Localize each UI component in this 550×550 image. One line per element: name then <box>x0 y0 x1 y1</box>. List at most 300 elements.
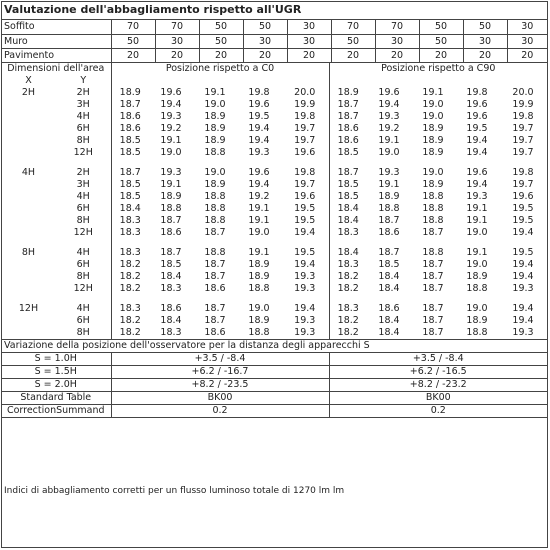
correction-summand-c90: 0.2 <box>329 405 547 418</box>
variation-title-row <box>1 340 547 353</box>
ugr-row <box>1 227 547 239</box>
ugr-value-c90: 19.1 <box>378 135 400 146</box>
reflectance-value: 70 <box>375 20 419 35</box>
ugr-value-c0: 19.3 <box>294 271 316 282</box>
ugr-value-c90: 18.5 <box>329 191 367 203</box>
reflectance-row <box>1 49 547 63</box>
y-dimension: 12H <box>73 283 93 294</box>
reflectance-value: 50 <box>199 34 243 49</box>
ugr-value-c90: 19.4 <box>512 227 534 238</box>
ugr-data-table <box>1 62 547 418</box>
x-dimension <box>1 179 56 191</box>
ugr-value-c0: 18.4 <box>160 271 182 282</box>
ugr-value-c90: 18.6 <box>329 135 367 147</box>
ugr-value-c90: 18.8 <box>378 203 400 214</box>
ugr-value-c90: 18.3 <box>329 227 367 239</box>
ugr-value-c0: 18.3 <box>160 283 182 294</box>
ugr-value-c90: 18.4 <box>329 247 367 259</box>
reflectance-value: 70 <box>111 20 155 35</box>
ugr-value-c0: 18.4 <box>111 203 149 215</box>
ugr-row <box>1 123 547 135</box>
ugr-row <box>1 303 547 315</box>
ugr-value-c0: 19.4 <box>294 303 316 314</box>
x-dimension: 12H <box>18 303 39 314</box>
ugr-row <box>1 327 547 340</box>
y-dimension: 4H <box>76 111 90 122</box>
ugr-value-c90: 19.8 <box>512 111 534 122</box>
variation-row <box>1 379 547 392</box>
ugr-value-c0: 19.1 <box>248 203 270 214</box>
ugr-row <box>1 167 547 179</box>
ugr-value-c0: 19.1 <box>160 179 182 190</box>
ugr-value-c0: 19.6 <box>248 167 270 178</box>
ugr-value-c90: 19.0 <box>378 147 400 158</box>
ugr-value-c0: 18.9 <box>111 87 149 99</box>
reflectance-value: 20 <box>463 49 507 63</box>
ugr-value-c0: 19.2 <box>160 123 182 134</box>
variation-c0: +3.5 / -8.4 <box>111 353 329 366</box>
ugr-value-c90: 18.7 <box>422 327 444 338</box>
reflectance-value: 30 <box>507 20 547 35</box>
ugr-value-c0: 18.7 <box>160 247 182 258</box>
y-dimension: 4H <box>76 191 90 202</box>
y-dimension: 8H <box>76 135 90 146</box>
reflectance-value: 20 <box>243 49 287 63</box>
ugr-value-c0: 19.0 <box>248 303 270 314</box>
ugr-value-c90: 18.5 <box>378 259 400 270</box>
reflectance-label: Muro <box>4 35 28 47</box>
ugr-row <box>1 283 547 295</box>
area-dimensions-header: Dimensioni dell'area <box>7 63 105 74</box>
reflectance-value: 30 <box>287 34 331 49</box>
reflectance-value: 30 <box>287 20 331 35</box>
reflectance-value: 50 <box>419 34 463 49</box>
ugr-value-c90: 19.1 <box>422 87 444 98</box>
x-dimension <box>1 99 56 111</box>
y-dimension: 8H <box>76 271 90 282</box>
ugr-value-c90: 18.9 <box>422 123 444 134</box>
ugr-value-c0: 19.5 <box>248 111 270 122</box>
x-dimension <box>1 123 56 135</box>
ugr-value-c0: 19.4 <box>248 179 270 190</box>
ugr-value-c0: 19.3 <box>294 283 316 294</box>
reflectance-row <box>1 34 547 49</box>
ugr-value-c0: 18.5 <box>111 147 149 159</box>
ugr-value-c90: 18.2 <box>329 271 367 283</box>
c90-header: Posizione rispetto a C90 <box>329 63 547 88</box>
ugr-value-c0: 18.6 <box>111 111 149 123</box>
ugr-value-c0: 19.8 <box>294 111 316 122</box>
ugr-value-c90: 19.6 <box>466 99 488 110</box>
reflectance-value: 20 <box>111 49 155 63</box>
ugr-value-c0: 18.5 <box>111 179 149 191</box>
ugr-value-c90: 19.3 <box>378 167 400 178</box>
ugr-value-c0: 18.7 <box>204 315 226 326</box>
ugr-value-c0: 18.2 <box>111 283 149 295</box>
reflectance-value: 30 <box>375 34 419 49</box>
ugr-value-c0: 18.7 <box>111 167 149 179</box>
variation-c90: +3.5 / -8.4 <box>329 353 547 366</box>
ugr-value-c0: 18.3 <box>111 247 149 259</box>
ugr-value-c90: 19.0 <box>422 111 444 122</box>
ugr-value-c90: 19.7 <box>512 123 534 134</box>
ugr-value-c90: 18.9 <box>329 87 367 99</box>
ugr-value-c90: 18.9 <box>378 191 400 202</box>
ugr-value-c0: 19.9 <box>294 99 316 110</box>
ugr-value-c0: 18.8 <box>204 147 226 158</box>
ugr-value-c90: 18.7 <box>422 259 444 270</box>
ugr-value-c0: 19.1 <box>204 87 226 98</box>
ugr-value-c90: 19.4 <box>512 315 534 326</box>
ugr-value-c0: 19.8 <box>248 87 270 98</box>
ugr-row <box>1 315 547 327</box>
ugr-row <box>1 179 547 191</box>
y-dimension: 6H <box>76 259 90 270</box>
ugr-value-c90: 18.4 <box>329 203 367 215</box>
ugr-value-c90: 18.9 <box>466 315 488 326</box>
ugr-value-c90: 18.7 <box>422 315 444 326</box>
footer-note: Indici di abbagliamento corretti per un flusso luminoso totale di 1270 lm lm <box>4 486 345 496</box>
ugr-value-c90: 18.9 <box>466 271 488 282</box>
ugr-value-c90: 18.4 <box>378 283 400 294</box>
ugr-value-c90: 18.7 <box>329 99 367 111</box>
x-dimension <box>1 227 56 239</box>
ugr-value-c0: 18.7 <box>204 303 226 314</box>
ugr-value-c0: 18.9 <box>248 259 270 270</box>
ugr-value-c0: 19.6 <box>294 191 316 202</box>
ugr-value-c0: 19.3 <box>248 147 270 158</box>
y-dimension: 12H <box>73 147 93 158</box>
y-dimension: 6H <box>76 203 90 214</box>
ugr-value-c90: 19.0 <box>466 227 488 238</box>
ugr-value-c0: 18.8 <box>248 283 270 294</box>
ugr-value-c0: 20.0 <box>294 87 316 98</box>
ugr-value-c0: 18.2 <box>111 259 149 271</box>
ugr-value-c0: 19.3 <box>294 327 316 338</box>
reflectance-value: 20 <box>287 49 331 63</box>
ugr-value-c90: 18.2 <box>329 283 367 295</box>
ugr-value-c90: 19.4 <box>512 259 534 270</box>
y-dimension: 6H <box>76 315 90 326</box>
x-dimension: 8H <box>21 247 36 258</box>
reflectance-value: 20 <box>199 49 243 63</box>
group-spacer <box>1 239 547 247</box>
reflectance-value: 50 <box>463 20 507 35</box>
x-dimension <box>1 111 56 123</box>
reflectance-table <box>1 19 547 63</box>
ugr-row <box>1 271 547 283</box>
ugr-value-c90: 19.8 <box>512 167 534 178</box>
ugr-value-c0: 19.6 <box>160 87 182 98</box>
ugr-value-c90: 18.7 <box>378 247 400 258</box>
y-dimension: 8H <box>76 327 90 338</box>
variation-label: S = 1.0H <box>34 353 77 364</box>
ugr-value-c0: 19.0 <box>204 99 226 110</box>
variation-title: Variazione della posizione dell'osservatore per la distanza degli apparecchi S <box>4 340 370 351</box>
ugr-value-c0: 19.1 <box>248 247 270 258</box>
ugr-value-c90: 18.5 <box>329 147 367 159</box>
ugr-value-c90: 19.3 <box>512 327 534 338</box>
variation-row <box>1 353 547 366</box>
correction-summand-row <box>1 405 547 418</box>
standard-table-row <box>1 392 547 405</box>
variation-c90: +8.2 / -23.2 <box>329 379 547 392</box>
ugr-value-c90: 18.6 <box>378 227 400 238</box>
variation-label: S = 2.0H <box>34 379 77 390</box>
ugr-value-c0: 19.3 <box>160 111 182 122</box>
ugr-row <box>1 135 547 147</box>
ugr-value-c0: 19.0 <box>248 227 270 238</box>
variation-row <box>1 366 547 379</box>
table-end <box>1 418 547 419</box>
ugr-value-c90: 18.3 <box>329 259 367 271</box>
ugr-value-c90: 19.3 <box>512 283 534 294</box>
ugr-value-c0: 19.1 <box>248 215 270 226</box>
ugr-value-c90: 18.6 <box>378 303 400 314</box>
ugr-value-c0: 18.3 <box>111 303 149 315</box>
x-dimension <box>1 259 56 271</box>
x-dimension <box>1 215 56 227</box>
ugr-value-c0: 18.9 <box>248 271 270 282</box>
ugr-value-c0: 19.7 <box>294 135 316 146</box>
ugr-value-c90: 18.7 <box>329 111 367 123</box>
variation-c0: +8.2 / -23.5 <box>111 379 329 392</box>
ugr-value-c0: 18.9 <box>204 135 226 146</box>
ugr-value-c0: 18.8 <box>160 203 182 214</box>
x-dimension <box>1 283 56 295</box>
ugr-value-c90: 19.0 <box>466 303 488 314</box>
y-dimension: 2H <box>76 87 90 98</box>
y-dimension: 4H <box>76 303 90 314</box>
ugr-row <box>1 259 547 271</box>
x-dimension <box>1 147 56 159</box>
ugr-value-c90: 19.4 <box>512 303 534 314</box>
ugr-value-c90: 19.5 <box>512 203 534 214</box>
ugr-value-c0: 19.0 <box>204 167 226 178</box>
ugr-value-c90: 19.3 <box>378 111 400 122</box>
ugr-value-c90: 19.1 <box>378 179 400 190</box>
reflectance-value: 30 <box>507 34 547 49</box>
ugr-row <box>1 147 547 159</box>
ugr-value-c0: 19.0 <box>160 147 182 158</box>
ugr-value-c0: 18.2 <box>111 315 149 327</box>
ugr-value-c0: 18.9 <box>204 111 226 122</box>
ugr-row <box>1 99 547 111</box>
reflectance-value: 50 <box>199 20 243 35</box>
ugr-value-c90: 18.8 <box>422 191 444 202</box>
ugr-value-c0: 18.3 <box>111 227 149 239</box>
ugr-value-c0: 19.4 <box>248 123 270 134</box>
ugr-value-c90: 18.8 <box>422 247 444 258</box>
ugr-value-c0: 18.4 <box>160 315 182 326</box>
ugr-value-c90: 19.4 <box>466 147 488 158</box>
ugr-value-c90: 18.7 <box>422 271 444 282</box>
ugr-value-c0: 19.4 <box>294 259 316 270</box>
ugr-row <box>1 203 547 215</box>
ugr-value-c0: 18.6 <box>204 327 226 338</box>
reflectance-value: 20 <box>155 49 199 63</box>
ugr-value-c0: 19.8 <box>294 167 316 178</box>
ugr-value-c90: 18.9 <box>422 135 444 146</box>
ugr-value-c90: 19.0 <box>422 99 444 110</box>
ugr-value-c0: 19.6 <box>248 99 270 110</box>
reflectance-row <box>1 20 547 35</box>
reflectance-value: 20 <box>375 49 419 63</box>
reflectance-value: 30 <box>463 34 507 49</box>
ugr-value-c90: 18.2 <box>329 315 367 327</box>
reflectance-value: 50 <box>331 34 375 49</box>
ugr-value-c0: 19.4 <box>294 227 316 238</box>
ugr-value-c0: 19.4 <box>248 135 270 146</box>
ugr-value-c90: 18.4 <box>378 327 400 338</box>
ugr-value-c0: 19.1 <box>160 135 182 146</box>
ugr-value-c90: 19.4 <box>378 99 400 110</box>
x-dimension: 2H <box>21 87 36 98</box>
ugr-row <box>1 191 547 203</box>
ugr-value-c90: 18.7 <box>422 227 444 238</box>
variation-c90: +6.2 / -16.5 <box>329 366 547 379</box>
ugr-value-c0: 18.3 <box>160 327 182 338</box>
x-dimension: 4H <box>21 167 36 178</box>
ugr-value-c90: 18.2 <box>329 327 367 340</box>
group-spacer <box>1 295 547 303</box>
ugr-value-c90: 18.5 <box>329 179 367 191</box>
reflectance-value: 50 <box>111 34 155 49</box>
ugr-value-c0: 19.5 <box>294 247 316 258</box>
x-dimension <box>1 135 56 147</box>
reflectance-value: 70 <box>331 20 375 35</box>
x-dimension <box>1 191 56 203</box>
ugr-row <box>1 87 547 99</box>
x-dimension <box>1 327 56 340</box>
ugr-value-c90: 19.9 <box>512 99 534 110</box>
reflectance-value: 30 <box>243 34 287 49</box>
reflectance-value: 50 <box>419 20 463 35</box>
ugr-value-c90: 19.3 <box>466 191 488 202</box>
ugr-value-c0: 18.3 <box>111 215 149 227</box>
ugr-value-c0: 18.5 <box>160 259 182 270</box>
ugr-value-c0: 18.7 <box>160 215 182 226</box>
ugr-value-c0: 18.6 <box>160 227 182 238</box>
c0-header: Posizione rispetto a C0 <box>111 63 329 88</box>
y-dimension: 4H <box>76 247 90 258</box>
ugr-value-c90: 19.0 <box>466 259 488 270</box>
ugr-row <box>1 247 547 259</box>
ugr-value-c90: 18.9 <box>422 179 444 190</box>
ugr-row <box>1 215 547 227</box>
y-dimension: 3H <box>76 179 90 190</box>
ugr-value-c0: 18.6 <box>160 303 182 314</box>
ugr-value-c90: 19.7 <box>512 179 534 190</box>
ugr-value-c90: 19.1 <box>466 203 488 214</box>
ugr-value-c90: 19.5 <box>512 215 534 226</box>
y-axis-label: Y <box>80 75 87 86</box>
ugr-row <box>1 111 547 123</box>
variation-c0: +6.2 / -16.7 <box>111 366 329 379</box>
ugr-value-c0: 18.7 <box>111 99 149 111</box>
ugr-value-c90: 19.4 <box>466 179 488 190</box>
ugr-value-c90: 18.8 <box>466 283 488 294</box>
y-dimension: 8H <box>76 215 90 226</box>
ugr-value-c90: 18.6 <box>329 123 367 135</box>
ugr-value-c90: 18.9 <box>422 147 444 158</box>
ugr-value-c90: 18.4 <box>329 215 367 227</box>
ugr-value-c0: 18.9 <box>160 191 182 202</box>
ugr-value-c90: 18.8 <box>422 215 444 226</box>
reflectance-label: Pavimento <box>4 50 55 61</box>
x-dimension <box>1 203 56 215</box>
correction-summand-label: CorrectionSummand <box>6 405 105 416</box>
reflectance-value: 20 <box>507 49 547 63</box>
ugr-value-c0: 19.5 <box>294 203 316 214</box>
ugr-value-c90: 19.4 <box>466 135 488 146</box>
ugr-value-c90: 19.8 <box>466 87 488 98</box>
ugr-value-c0: 19.4 <box>160 99 182 110</box>
standard-table-c0: BK00 <box>111 392 329 405</box>
ugr-value-c90: 19.1 <box>466 215 488 226</box>
ugr-value-c90: 18.8 <box>466 327 488 338</box>
ugr-value-c90: 19.6 <box>378 87 400 98</box>
ugr-value-c0: 18.7 <box>204 259 226 270</box>
reflectance-value: 70 <box>155 20 199 35</box>
ugr-value-c0: 18.7 <box>204 227 226 238</box>
ugr-value-c90: 18.4 <box>378 315 400 326</box>
ugr-value-c90: 18.7 <box>329 167 367 179</box>
reflectance-value: 20 <box>419 49 463 63</box>
y-dimension: 3H <box>76 99 90 110</box>
group-spacer <box>1 159 547 167</box>
ugr-value-c0: 18.8 <box>248 327 270 338</box>
reflectance-value: 20 <box>331 49 375 63</box>
x-dimension <box>1 271 56 283</box>
y-dimension: 2H <box>76 167 90 178</box>
ugr-value-c90: 18.4 <box>378 271 400 282</box>
ugr-value-c90: 19.6 <box>466 167 488 178</box>
ugr-value-c90: 19.2 <box>378 123 400 134</box>
ugr-value-c90: 19.5 <box>466 123 488 134</box>
ugr-value-c90: 19.4 <box>512 271 534 282</box>
ugr-value-c0: 19.2 <box>248 191 270 202</box>
ugr-value-c90: 18.3 <box>329 303 367 315</box>
correction-summand-c0: 0.2 <box>111 405 329 418</box>
ugr-value-c0: 18.9 <box>204 179 226 190</box>
ugr-value-c0: 18.5 <box>111 135 149 147</box>
variation-label: S = 1.5H <box>34 366 77 377</box>
ugr-value-c90: 19.6 <box>512 191 534 202</box>
ugr-value-c0: 19.5 <box>294 215 316 226</box>
ugr-value-c0: 19.3 <box>294 315 316 326</box>
reflectance-label: Soffito <box>4 21 35 32</box>
ugr-value-c90: 18.7 <box>422 283 444 294</box>
ugr-value-c90: 18.7 <box>378 215 400 226</box>
ugr-value-c0: 19.6 <box>294 147 316 158</box>
ugr-value-c90: 19.0 <box>422 167 444 178</box>
ugr-value-c0: 18.2 <box>111 327 149 340</box>
y-dimension: 6H <box>76 123 90 134</box>
y-dimension: 12H <box>73 227 93 238</box>
ugr-value-c0: 18.8 <box>204 203 226 214</box>
ugr-value-c90: 19.5 <box>512 247 534 258</box>
ugr-value-c0: 18.8 <box>204 191 226 202</box>
ugr-value-c0: 18.6 <box>111 123 149 135</box>
standard-table-label: Standard Table <box>20 392 92 403</box>
ugr-value-c90: 19.7 <box>512 147 534 158</box>
ugr-value-c90: 18.7 <box>422 303 444 314</box>
ugr-value-c0: 19.3 <box>160 167 182 178</box>
ugr-value-c0: 18.9 <box>248 315 270 326</box>
ugr-value-c0: 19.7 <box>294 179 316 190</box>
ugr-value-c0: 18.2 <box>111 271 149 283</box>
